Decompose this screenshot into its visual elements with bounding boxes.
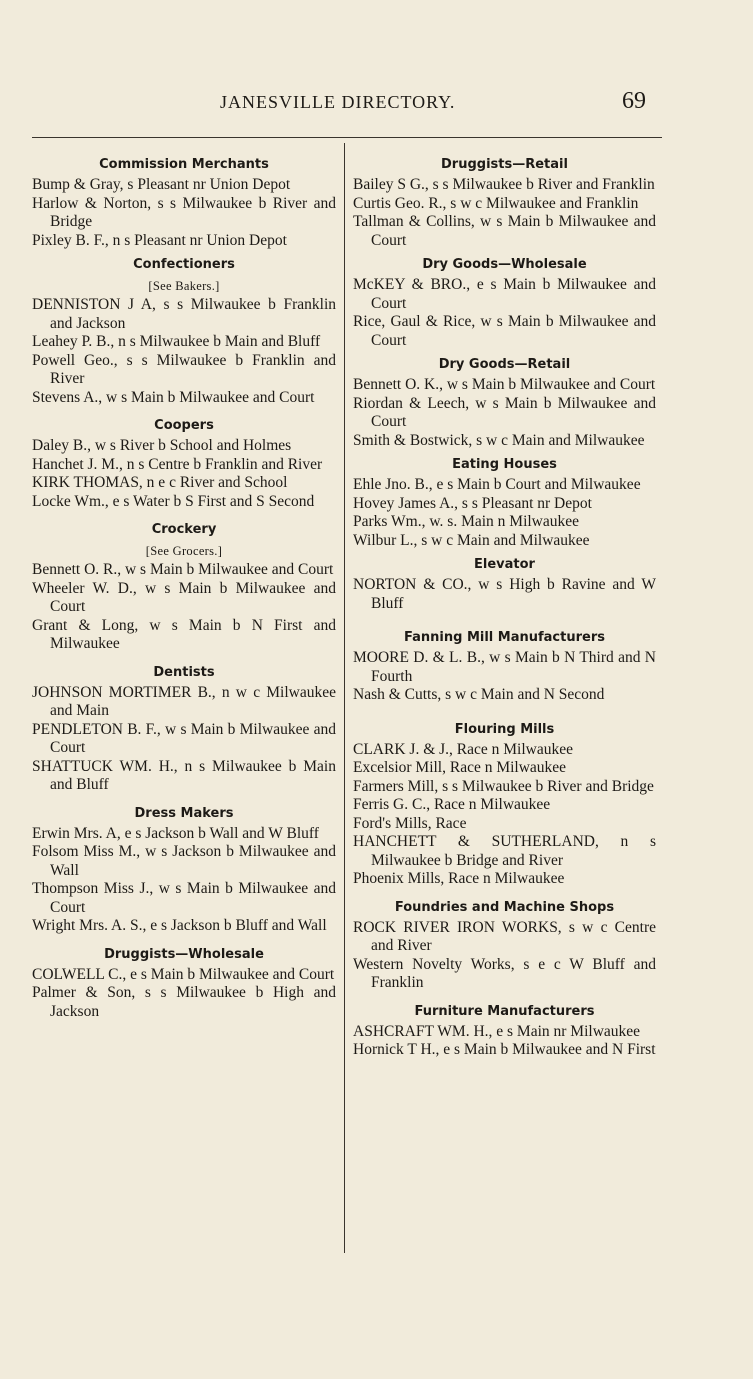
directory-entry: Farmers Mill, s s Milwaukee b River and Bridge: [353, 777, 654, 795]
directory-entry: McKEY & BRO., e s Main b Milwaukee and Court: [353, 276, 656, 312]
directory-entry: Nash & Cutts, s w c Main and N Second: [353, 686, 605, 703]
directory-entry: Tallman & Collins, w s Main b Milwaukee and Court: [353, 213, 656, 249]
section-heading: Confectioners: [133, 257, 235, 272]
section-heading: Dry Goods—Wholesale: [422, 257, 587, 272]
directory-entry: HANCHETT & SUTHERLAND, n s Milwaukee b Bridge and River: [353, 833, 656, 869]
directory-entry: Excelsior Mill, Race n Milwaukee: [353, 759, 567, 776]
directory-section: [32, 154, 336, 250]
page-number: 69: [622, 88, 646, 114]
section-heading: Eating Houses: [452, 457, 557, 472]
directory-entry: Pixley B. F., n s Pleasant nr Union Depot: [32, 231, 287, 249]
page-title: JANESVILLE DIRECTORY.: [220, 92, 456, 112]
directory-section: [353, 1001, 656, 1060]
section-heading: Druggists—Wholesale: [104, 946, 264, 962]
column-divider: [344, 143, 345, 1253]
section-heading: Druggists—Retail: [441, 157, 568, 172]
directory-entry: Ferris G. C., Race n Milwaukee: [353, 796, 551, 813]
directory-section: [32, 944, 336, 1022]
directory-section: [32, 254, 336, 407]
directory-entry: CLARK J. & J., Race n Milwaukee: [353, 740, 573, 758]
section-heading: Flouring Mills: [454, 721, 555, 737]
section-note: [See Grocers.]: [145, 544, 223, 558]
directory-section: [32, 415, 336, 511]
directory-entry: Grant & Long, w s Main b N First and Milwaukee: [32, 616, 336, 652]
directory-section: [353, 897, 656, 993]
header-rule: [32, 137, 662, 138]
directory-entry: Bennett O. K., w s Main b Milwaukee and Court: [353, 376, 656, 393]
directory-entry: SHATTUCK WM. H., n s Milwaukee b Main and Bluff: [32, 757, 336, 793]
section-heading: Dry Goods—Retail: [438, 357, 571, 372]
directory-entry: Folsom Miss M., w s Jackson b Milwaukee and Wall: [32, 843, 336, 879]
section-heading: Coopers: [154, 418, 214, 433]
directory-section: [353, 154, 656, 250]
directory-entry: MOORE D. & L. B., w s Main b N Third and N Fourth: [353, 649, 656, 685]
section-heading: Foundries and Machine Shops: [394, 899, 615, 915]
directory-entry: Phoenix Mills, Race n Milwaukee: [353, 870, 565, 887]
section-note: [See Bakers.]: [148, 279, 220, 293]
directory-section: [353, 454, 656, 550]
directory-entry: ASHCRAFT WM. H., e s Main nr Milwaukee: [353, 1022, 641, 1040]
directory-entry: Hanchet J. M., n s Centre b Franklin and River: [32, 455, 323, 473]
directory-entry: Stevens A., w s Main b Milwaukee and Court: [32, 388, 315, 406]
directory-entry: Thompson Miss J., w s Main b Milwaukee and Court: [32, 880, 336, 916]
directory-entry: Curtis Geo. R., s w c Milwaukee and Franklin: [353, 194, 639, 212]
directory-entry: Hovey James A., s s Pleasant nr Depot: [353, 494, 592, 512]
running-head: [0, 88, 753, 118]
directory-entry: COLWELL C., e s Main b Milwaukee and Court: [32, 965, 335, 983]
directory-entry: Riordan & Leech, w s Main b Milwaukee and Court: [353, 394, 656, 430]
left-column: [32, 150, 336, 1021]
section-heading: Crockery: [151, 522, 217, 537]
directory-entry: Erwin Mrs. A, e s Jackson b Wall and W Bluff: [32, 824, 319, 842]
directory-section: [353, 719, 656, 889]
directory-section: [353, 354, 656, 450]
directory-entry: Palmer & Son, s s Milwaukee b High and Jackson: [32, 984, 336, 1020]
directory-section: [32, 662, 336, 795]
section-heading: Furniture Manufacturers: [414, 1003, 595, 1019]
section-heading: Dress Makers: [134, 805, 234, 821]
directory-entry: Wright Mrs. A. S., e s Jackson b Bluff and Wall: [32, 917, 327, 934]
directory-entry: Wilbur L., s w c Main and Milwaukee: [353, 531, 590, 549]
directory-section: [353, 627, 656, 705]
directory-entry: Leahey P. B., n s Milwaukee b Main and Bluff: [32, 333, 321, 350]
directory-entry: Locke Wm., e s Water b S First and S Second: [32, 492, 315, 510]
directory-entry: Wheeler W. D., w s Main b Milwaukee and Court: [32, 579, 336, 615]
directory-entry: Ford's Mills, Race: [353, 814, 467, 832]
directory-entry: KIRK THOMAS, n e c River and School: [32, 474, 288, 491]
section-heading: Elevator: [474, 557, 535, 572]
right-column: [353, 150, 656, 1060]
section-heading: Dentists: [153, 664, 215, 680]
directory-entry: JOHNSON MORTIMER B., n w c Milwaukee and Main: [32, 683, 336, 719]
directory-entry: Parks Wm., w. s. Main n Milwaukee: [353, 513, 580, 530]
directory-entry: Bailey S G., s s Milwaukee b River and Franklin: [353, 176, 655, 193]
directory-entry: Harlow & Norton, s s Milwaukee b River and Bridge: [32, 194, 336, 230]
directory-entry: Powell Geo., s s Milwaukee b Franklin and River: [32, 351, 336, 387]
directory-entry: DENNISTON J A, s s Milwaukee b Franklin and Jackson: [32, 296, 336, 332]
section-heading: Fanning Mill Manufacturers: [404, 630, 605, 645]
directory-entry: Bump & Gray, s Pleasant nr Union Depot: [32, 176, 291, 193]
section-heading: Commission Merchants: [99, 157, 269, 172]
directory-entry: Western Novelty Works, s e c W Bluff and Franklin: [353, 955, 656, 991]
directory-entry: Smith & Bostwick, s w c Main and Milwaukee: [353, 431, 645, 449]
directory-entry: Rice, Gaul & Rice, w s Main b Milwaukee and Court: [353, 313, 656, 349]
directory-entry: ROCK RIVER IRON WORKS, s w c Centre and River: [353, 918, 656, 954]
directory-entry: Daley B., w s River b School and Holmes: [32, 437, 292, 454]
directory-section: [32, 519, 336, 654]
directory-entry: Bennett O. R., w s Main b Milwaukee and Court: [32, 561, 334, 578]
directory-entry: NORTON & CO., w s High b Ravine and W Bluff: [353, 576, 656, 612]
directory-section: [32, 803, 336, 936]
directory-section: [353, 254, 656, 350]
directory-entry: PENDLETON B. F., w s Main b Milwaukee and Court: [32, 720, 336, 756]
directory-section: [353, 554, 656, 613]
directory-entry: Hornick T H., e s Main b Milwaukee and N First: [353, 1041, 656, 1058]
directory-entry: Ehle Jno. B., e s Main b Court and Milwaukee: [353, 476, 641, 493]
